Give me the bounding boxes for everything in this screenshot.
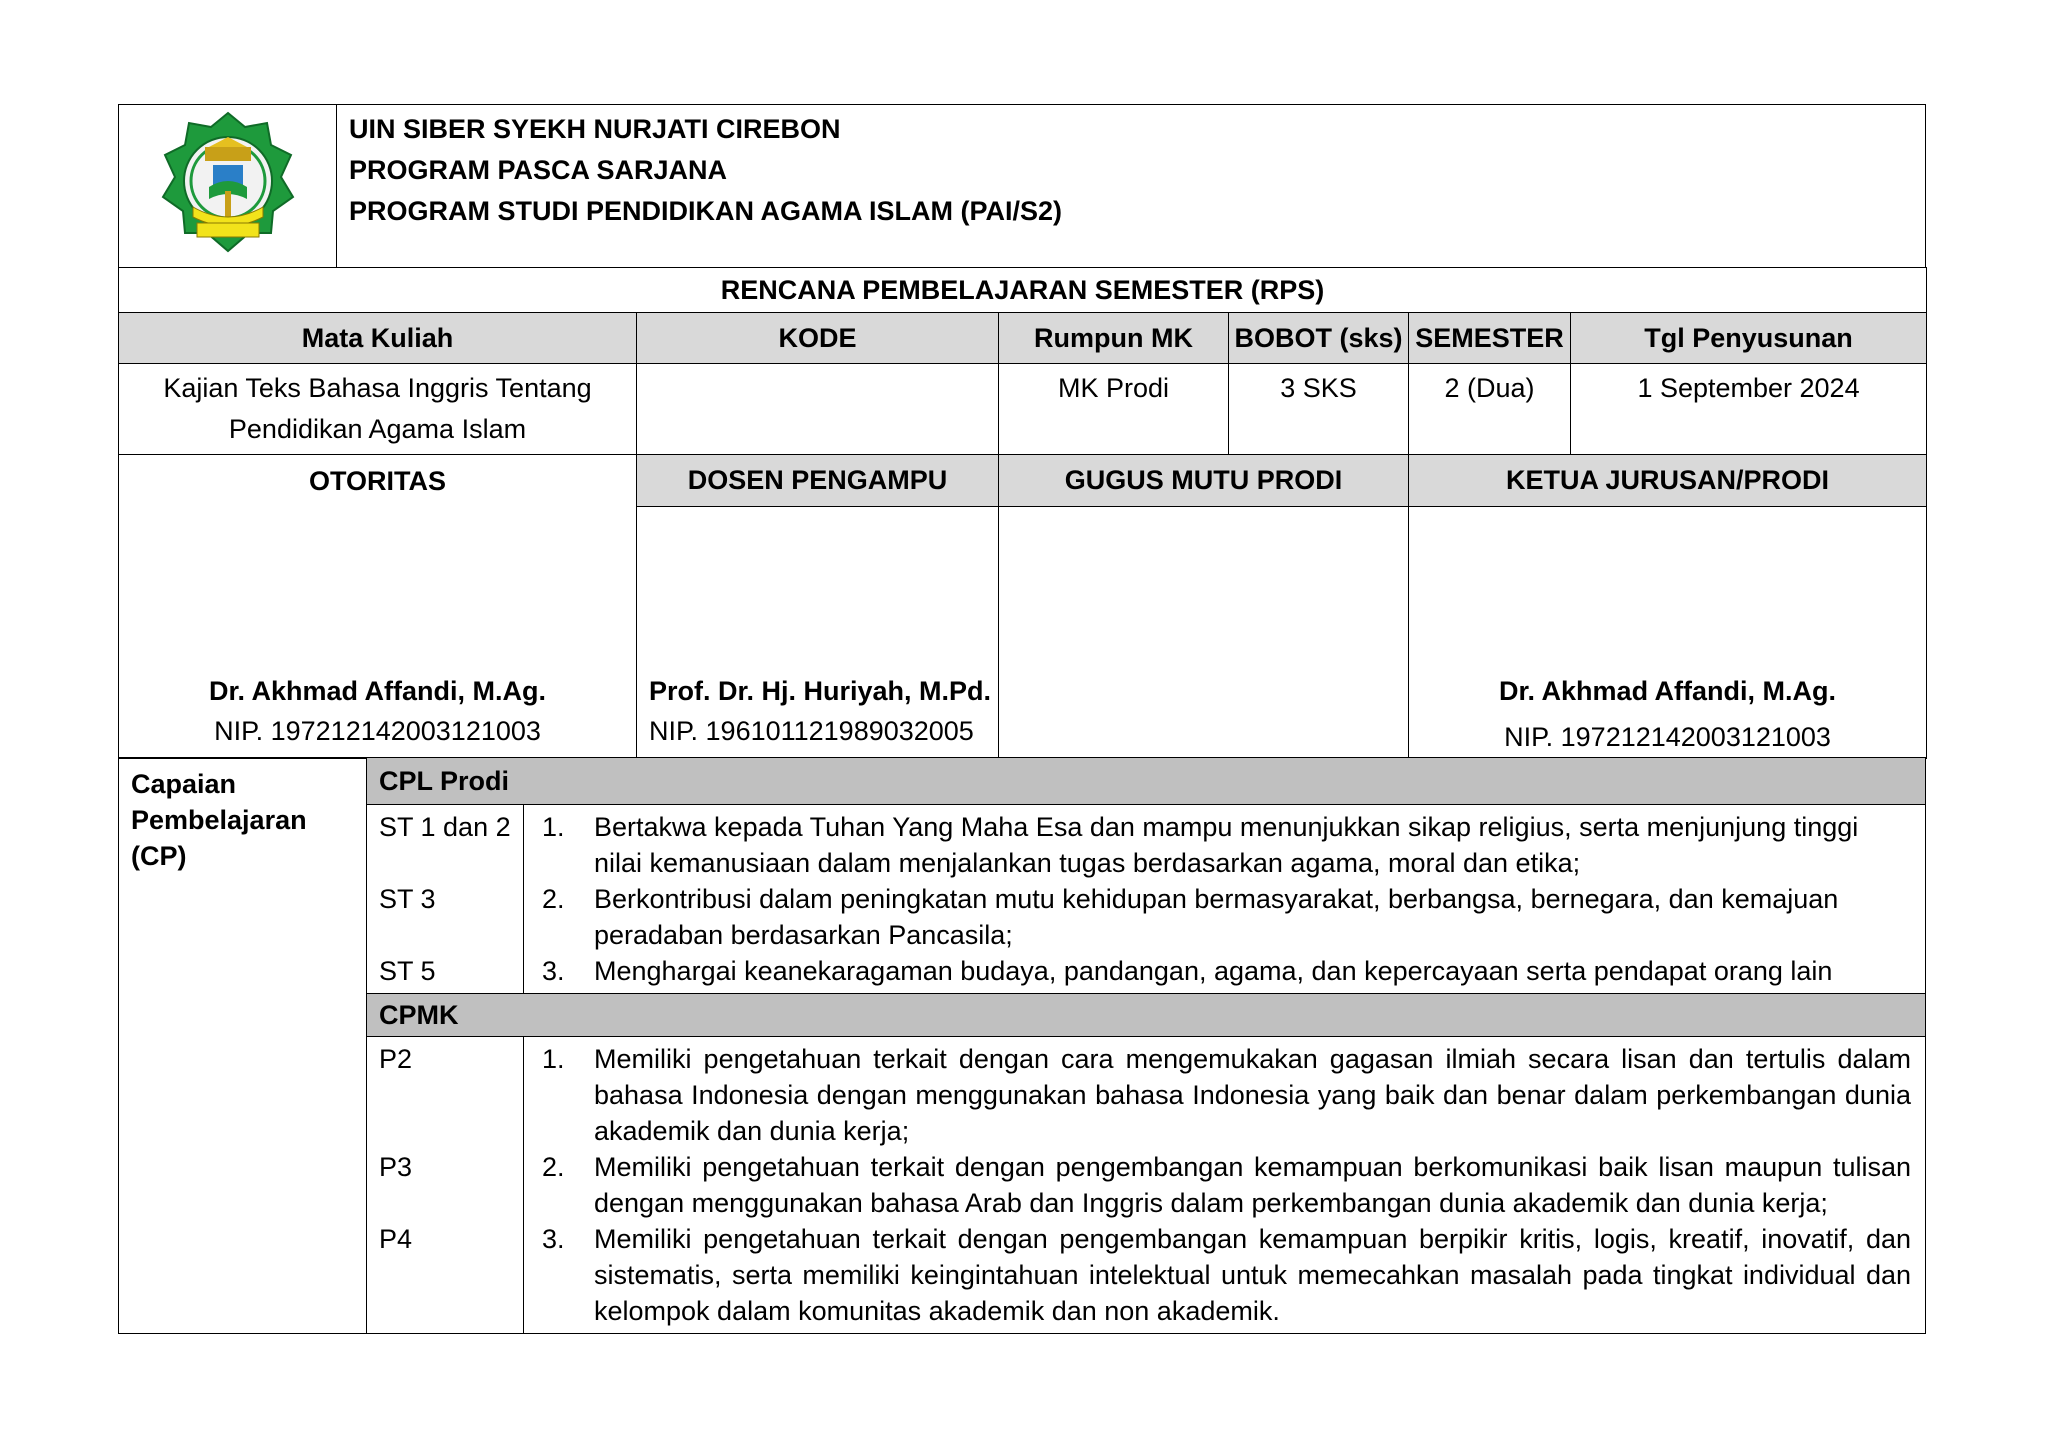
item-text: Memiliki pengetahuan terkait dengan pengembangan kemampuan berpikir kritis, logis, kreatif, inovatif, dan sistematis, serta memiliki keingintahuan intelektual untuk memecahkan masalah pada tingkat individual dan kelompok dalam komunitas akademik dan non akademik. — [594, 1224, 1911, 1326]
rps-title: RENCANA PEMBELAJARAN SEMESTER (RPS) — [119, 267, 1927, 312]
otoritas-label: OTORITAS — [308, 465, 446, 496]
cpmk-list — [524, 1037, 1926, 1334]
value-semester: 2 (Dua) — [1409, 363, 1571, 454]
cpmk-code: P2 — [379, 1044, 413, 1074]
cpl-codes — [367, 805, 524, 994]
header-mata-kuliah: Mata Kuliah — [119, 312, 637, 363]
item-text: Memiliki pengetahuan terkait dengan cara mengemukakan gagasan ilmiah secara lisan dan tertulis dalam bahasa Indonesia dengan menggunakan bahasa Indonesia yang baik dan benar dalam perkembangan dunia akademik dan dunia kerja; — [594, 1044, 1911, 1146]
item-number: 1. — [542, 812, 565, 842]
value-mata-kuliah: Kajian Teks Bahasa Inggris Tentang Pendidikan Agama Islam — [119, 363, 637, 454]
list-item — [538, 1221, 1911, 1329]
header-semester: SEMESTER — [1409, 312, 1571, 363]
ketua-nip: NIP. 197212142003121003 — [1504, 721, 1831, 752]
cp-label-line2: Pembelajaran — [131, 805, 307, 835]
cpmk-codes — [367, 1037, 524, 1334]
cpl-prodi-title: CPL Prodi — [367, 758, 1926, 805]
header-kode: KODE — [637, 312, 999, 363]
gugus-signature-cell — [999, 506, 1409, 758]
item-number: 1. — [542, 1044, 565, 1074]
header-tgl-penyusunan: Tgl Penyusunan — [1571, 312, 1927, 363]
ketua-name: Dr. Akhmad Affandi, M.Ag. — [1499, 675, 1837, 706]
list-item — [538, 1041, 1911, 1149]
value-bobot: 3 SKS — [1229, 363, 1409, 454]
university-name: UIN SIBER SYEKH NURJATI CIREBON — [349, 114, 841, 144]
value-tgl-penyusunan: 1 September 2024 — [1571, 363, 1927, 454]
ketua-jurusan-label: KETUA JURUSAN/PRODI — [1409, 454, 1927, 506]
dosen-name: Prof. Dr. Hj. Huriyah, M.Pd. — [649, 675, 992, 706]
item-text: Menghargai keanekaragaman budaya, pandangan, agama, dan kepercayaan serta pendapat orang lain — [594, 956, 1833, 986]
otoritas-nip: NIP. 197212142003121003 — [214, 715, 541, 746]
study-program-name: PROGRAM STUDI PENDIDIKAN AGAMA ISLAM (PAI/S2) — [349, 196, 1063, 226]
list-item — [538, 1149, 1911, 1221]
cpmk-code: P3 — [379, 1152, 413, 1182]
item-number: 2. — [542, 1152, 565, 1182]
cpmk-title: CPMK — [367, 994, 1926, 1037]
institution-names — [337, 105, 1926, 268]
rps-document — [118, 104, 1926, 1334]
dosen-nip: NIP. 196101121989032005 — [649, 715, 974, 746]
course-info-table — [118, 267, 1927, 759]
cp-label-line1: Capaian — [131, 769, 237, 799]
list-item — [538, 809, 1911, 881]
dosen-signature-cell — [637, 506, 999, 758]
list-item — [538, 953, 1911, 989]
otoritas-cell — [119, 454, 637, 758]
cpl-code: ST 3 — [379, 884, 436, 914]
item-number: 3. — [542, 1224, 565, 1254]
cpl-list — [524, 805, 1926, 994]
institution-header — [118, 104, 1926, 268]
logo-cell — [119, 105, 337, 268]
header-bobot: BOBOT (sks) — [1229, 312, 1409, 363]
cp-label — [119, 758, 367, 1334]
university-logo-icon — [153, 107, 303, 257]
cpl-code: ST 5 — [379, 956, 436, 986]
item-number: 2. — [542, 884, 565, 914]
ketua-signature-cell — [1409, 506, 1927, 758]
value-rumpun-mk: MK Prodi — [999, 363, 1229, 454]
cpl-code: ST 1 dan 2 — [379, 812, 511, 842]
list-item — [538, 881, 1911, 953]
dosen-pengampu-label: DOSEN PENGAMPU — [637, 454, 999, 506]
value-kode — [637, 363, 999, 454]
cp-label-line3: (CP) — [131, 841, 187, 871]
item-number: 3. — [542, 956, 565, 986]
item-text: Berkontribusi dalam peningkatan mutu kehidupan bermasyarakat, berbangsa, bernegara, dan kemajuan peradaban berdasarkan Pancasila; — [594, 884, 1839, 950]
cpmk-code: P4 — [379, 1224, 413, 1254]
item-text: Bertakwa kepada Tuhan Yang Maha Esa dan mampu menunjukkan sikap religius, serta menjunjung tinggi nilai kemanusiaan dalam menjalankan tugas berdasarkan agama, moral dan etika; — [594, 812, 1859, 878]
header-rumpun-mk: Rumpun MK — [999, 312, 1229, 363]
item-text: Memiliki pengetahuan terkait dengan pengembangan kemampuan berkomunikasi baik lisan maupun tulisan dengan menggunakan bahasa Arab dan Inggris dalam perkembangan dunia akademik dan dunia kerja; — [594, 1152, 1911, 1218]
program-name: PROGRAM PASCA SARJANA — [349, 155, 728, 185]
otoritas-name: Dr. Akhmad Affandi, M.Ag. — [208, 675, 546, 706]
capaian-pembelajaran-table — [118, 757, 1926, 1334]
gugus-mutu-label: GUGUS MUTU PRODI — [999, 454, 1409, 506]
